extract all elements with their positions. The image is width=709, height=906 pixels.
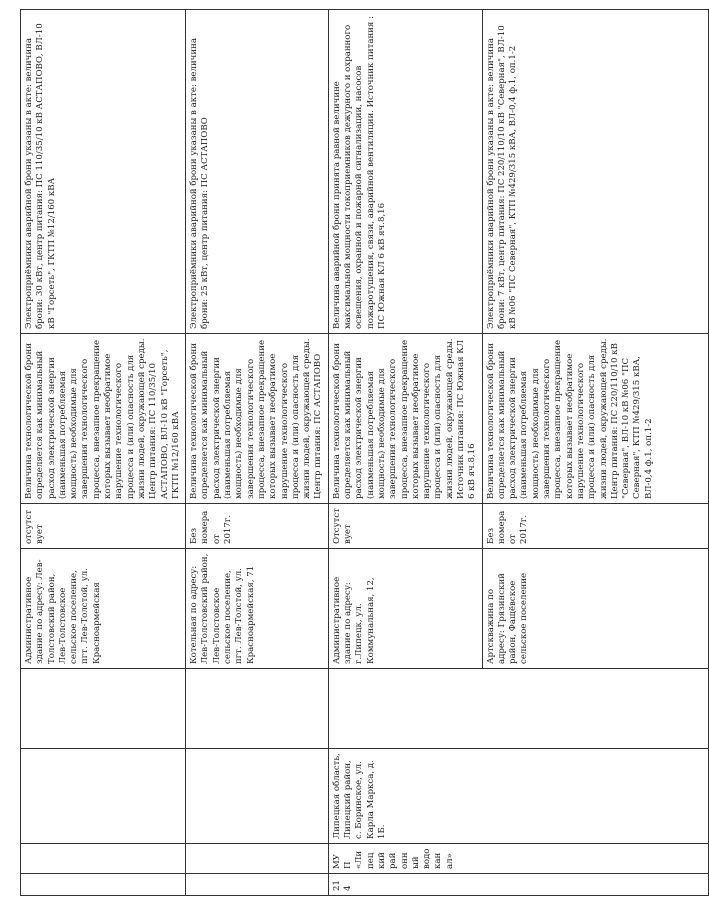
- emergency-reserve-cell: Электроприёмники аварийной брони указаны в акте: величина брони: 7 кВт, центр питания: ПС 220/110/10 кВ "Северная", ВЛ-10 кВ №06 "ПС Северная", КТП №429/315 кВА, ВЛ-0,4 ф.1, оп.1-2: [482, 10, 708, 334]
- row-number-cell: [186, 874, 329, 896]
- object-address-cell: Котельная по адресу: Лев-Толстовский район, Лев-Толстовское сельское поселение, пгт. Лев-Толстой, ул. Красноармейская, 71: [186, 549, 329, 669]
- act-number-cell: Отсутствует: [328, 504, 482, 549]
- row-number-cell: [21, 874, 186, 896]
- technological-reserve-cell: Величина технологической брони определяется как минимальный расход электрической энергии (наименьшая потребляемая мощность) необходимые для завершения технологического процесса, внезапное прекращение которых вызывает необратимое нарушение технологического процесса и (или) опасность для жизни людей, окружающей среды. Источник питания: ПС Южная КЛ 6 кВ яч.8,16: [328, 334, 482, 504]
- act-number-cell: Без номера от 2017г.: [482, 504, 708, 549]
- table-row: [21, 10, 186, 896]
- table-row: [328, 10, 482, 896]
- table-row: [186, 10, 329, 896]
- object-address-cell: Административное здание по адресу: г.Липецк, ул. Коммунальная, 12,: [328, 549, 482, 669]
- organization-name-cell: МУП «Липецкий районный водоканал»: [328, 844, 708, 874]
- emergency-reserve-cell: Электроприёмники аварийной брони указаны в акте: величина брони: 30 кВт, центр питания: ПС 110/35/10 кВ АСТАПОВО, ВЛ-10 кВ "Горсеть", ГКТП №12/160 кВА: [21, 10, 186, 334]
- emergency-reserve-cell: Электроприёмники аварийной брони указаны в акте: величина брони: 25 кВт, центр питания: ПС АСТАПОВО: [186, 10, 329, 334]
- object-address-cell: Артскважина по адресу: Грязинский район, Фащёвское сельское поселение: [482, 549, 708, 669]
- organization-name-cell: [21, 844, 186, 874]
- spacer-cell: [21, 669, 186, 749]
- organization-address-cell: [21, 749, 186, 844]
- spacer-cell: [328, 669, 708, 749]
- organization-address-cell: [186, 749, 329, 844]
- technological-reserve-cell: Величина технологической брони определяется как минимальный расход электрической энергии (наименьшая потребляемая мощность) необходимые для завершения технологического процесса, внезапное прекращение которых вызывает необратимое нарушение технологического процесса и (или) опасность для жизни людей, окружающей среды. Центр питания: ПС 220/110/10 кВ "Северная", ВЛ-10 кВ №06 "ПС Северная", КТП №429/315 кВА, ВЛ-0,4 ф.1, оп.1-2: [482, 334, 708, 504]
- reservation-table: [20, 9, 709, 896]
- row-number-cell: 214: [328, 874, 708, 896]
- object-address-cell: Административное здание по адресу: Лев-Толстовский район, Лев-Толстовское сельское поселение, пгт. Лев-Толстой, ул. Красноармейская: [21, 549, 186, 669]
- act-number-cell: отсутствует: [21, 504, 186, 549]
- organization-name-cell: [186, 844, 329, 874]
- technological-reserve-cell: Величина технологической брони определяется как минимальный расход электрической энергии (наименьшая потребляемая мощность) необходимые для завершения технологического процесса, внезапное прекращение которых вызывает необратимое нарушение технологического процесса и (или) опасность для жизни людей, окружающей среды. Центр питания: ПС 110/35/10 АСТАПОВО, ВЛ-10 кВ "Горсеть", ГКТП №12/160 кВА: [21, 334, 186, 504]
- act-number-cell: Без номера от 2017г.: [186, 504, 329, 549]
- emergency-reserve-cell: Величина аварийной брони принята равной величине максимальной мощности токоприемников дежурного и охранного освещения, охранной и пожарной сигнализации, насосов пожаротушения, связи, аварийной вентиляции. Источник питания : ПС Южная КЛ 6 кВ яч.8,16: [328, 10, 482, 334]
- spacer-cell: [186, 669, 329, 749]
- organization-address-cell: Липецкая область, Липецкий район, с. Боринское, ул. Карла Маркса, д. 1Б.: [328, 749, 708, 844]
- technological-reserve-cell: Величина технологической брони определяется как минимальный расход электрической энергии (наименьшая потребляемая мощность) необходимые для завершения технологического процесса, внезапное прекращение которых вызывает необратимое нарушение технологического процесса и (или) опасность для жизни людей, окружающей среды. Центр питания: ПС АСТАПОВО: [186, 334, 329, 504]
